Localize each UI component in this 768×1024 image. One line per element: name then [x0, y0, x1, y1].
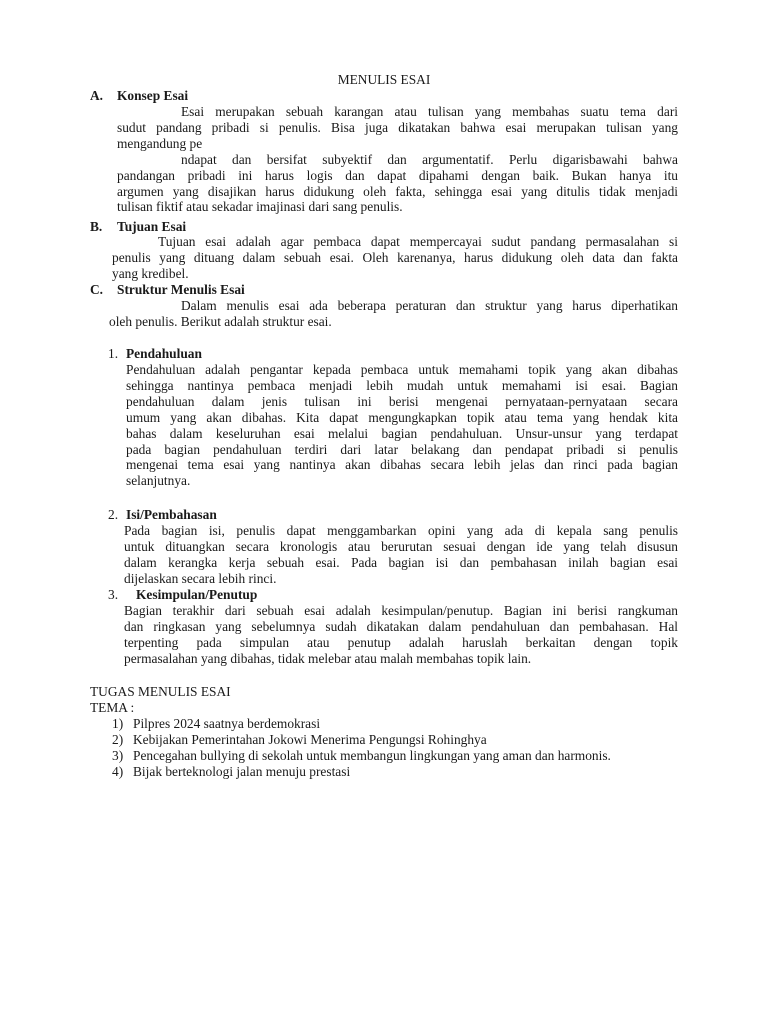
- section-b-heading: [90, 219, 186, 235]
- paragraph-line: Tujuan esai adalah agar pembaca dapat mempercayai sudut pandang permasalahan si: [158, 234, 678, 249]
- theme-item-2: [112, 732, 487, 748]
- tugas-title: TUGAS MENULIS ESAI: [90, 684, 231, 699]
- paragraph-line: Esai merupakan sebuah karangan atau tulisan yang membahas suatu tema dari: [181, 104, 678, 119]
- paragraph-line: pada bagian pendahuluan terdiri dari latar belakang dan pendapat pribadi si penulis: [126, 441, 678, 457]
- paragraph-line: Pendahuluan adalah pengantar kepada pembaca untuk memahami topik yang akan dibahas: [126, 362, 678, 377]
- paragraph-line: mengandung pe: [117, 135, 203, 151]
- theme-number: 3): [112, 748, 124, 763]
- paragraph-line: bahas dalam keseluruhan esai melalui bagian pendahuluan. Unsur-unsur yang terdapat: [126, 425, 678, 441]
- theme-text: Pilpres 2024 saatnya berdemokrasi: [133, 716, 321, 731]
- theme-item-4: [112, 764, 350, 780]
- paragraph-line: oleh penulis. Berikut adalah struktur esai.: [109, 313, 332, 329]
- section-heading-text: Konsep Esai: [117, 88, 189, 103]
- paragraph-line: dalam kerangka kerja sebuah esai. Pada bagian isi dan pembahasan inilah bagian esai: [124, 554, 678, 570]
- theme-number: 2): [112, 732, 124, 747]
- theme-text: Pencegahan bullying di sekolah untuk membangun lingkungan yang aman dan harmonis.: [133, 748, 611, 763]
- theme-text: Bijak berteknologi jalan menuju prestasi: [133, 764, 351, 779]
- section-c-paragraph: [109, 298, 678, 330]
- item-number: 1.: [108, 346, 119, 361]
- theme-item-3: [112, 748, 611, 764]
- item-heading-text: Kesimpulan/Penutup: [136, 587, 258, 602]
- section-letter: A.: [90, 88, 104, 103]
- section-a-heading: [90, 88, 188, 104]
- paragraph-line: Pada bagian isi, penulis dapat menggambarkan opini yang ada di kepala sang penulis: [124, 523, 678, 538]
- paragraph-line: Bagian terakhir dari sebuah esai adalah kesimpulan/penutup. Bagian ini berisi rangkuman: [124, 603, 678, 618]
- page-title: MENULIS ESAI: [337, 72, 431, 87]
- structure-item-2-heading: [108, 507, 217, 523]
- structure-item-2-body: [124, 523, 678, 587]
- paragraph-line: penulis yang dituang dalam sebuah esai. Oleh karenanya, harus didukung oleh data dan fakta: [112, 249, 678, 265]
- structure-item-1-body: [126, 362, 678, 489]
- theme-item-1: [112, 716, 320, 732]
- theme-text: Kebijakan Pemerintahan Jokowi Menerima Pengungsi Rohinghya: [133, 732, 487, 747]
- item-number: 2.: [108, 507, 119, 522]
- section-b-paragraph: [112, 234, 678, 282]
- item-number: 3.: [108, 587, 119, 602]
- theme-number: 1): [112, 716, 124, 731]
- paragraph-line: untuk dituangkan secara kronologis atau berurutan sesuai dengan ide yang telah disusun: [124, 538, 678, 554]
- paragraph-line: terpenting pada simpulan atau penutup adalah haruslah berkaitan dengan topik: [124, 634, 678, 650]
- paragraph-line: ndapat dan bersifat subyektif dan argumentatif. Perlu digarisbawahi bahwa: [181, 151, 678, 167]
- section-heading-text: Struktur Menulis Esai: [117, 282, 245, 297]
- paragraph-line: umum yang akan dibahas. Kita dapat mengungkapkan topik atau tema yang hendak kita: [126, 409, 678, 425]
- paragraph-line: argumen yang disajikan harus didukung oleh fakta, sehingga esai yang ditulis tidak menjadi: [117, 183, 678, 199]
- section-heading-text: Tujuan Esai: [117, 219, 187, 234]
- paragraph-line: sudut pandang pribadi si penulis. Bisa juga dikatakan bahwa esai merupakan tulisan yang: [117, 119, 678, 135]
- tema-label: TEMA :: [90, 700, 135, 715]
- paragraph-line: yang kredibel.: [112, 265, 189, 281]
- paragraph-line: pendahuluan dalam jenis tulisan ini berisi mengenai pernyataan-pernyataan secara: [126, 393, 678, 409]
- paragraph-line: Dalam menulis esai ada beberapa peraturan dan struktur yang harus diperhatikan: [181, 298, 678, 313]
- paragraph-line: tulisan fiktif atau sekadar imajinasi dari sang penulis.: [117, 199, 403, 215]
- item-heading-text: Isi/Pembahasan: [126, 507, 217, 522]
- section-a-paragraph: [117, 104, 678, 215]
- structure-item-1-heading: [108, 346, 202, 362]
- paragraph-line: permasalahan yang dibahas, tidak melebar atau malah membahas topik lain.: [124, 650, 532, 666]
- section-c-heading: [90, 282, 245, 298]
- item-heading-text: Pendahuluan: [126, 346, 202, 361]
- paragraph-line: dan ringkasan yang sebelumnya sudah dikatakan dalam pendahuluan dan pembahasan. Hal: [124, 618, 678, 634]
- paragraph-line: pandangan pribadi ini harus logis dan dapat dipahami dengan baik. Bukan hanya itu: [117, 167, 678, 183]
- theme-number: 4): [112, 764, 124, 779]
- paragraph-line: selanjutnya.: [126, 473, 191, 489]
- structure-item-3-heading: [108, 587, 257, 603]
- paragraph-line: mengenai tema esai yang nantinya akan dibahas secara lebih jelas dan rinci pada bagian: [126, 457, 678, 473]
- structure-item-3-body: [124, 603, 678, 667]
- section-letter: C.: [90, 282, 104, 297]
- paragraph-line: sehingga nantinya pembaca menjadi lebih mudah untuk memahami isi esai. Bagian: [126, 377, 678, 393]
- paragraph-line: dijelaskan secara lebih rinci.: [124, 570, 277, 586]
- section-letter: B.: [90, 219, 103, 234]
